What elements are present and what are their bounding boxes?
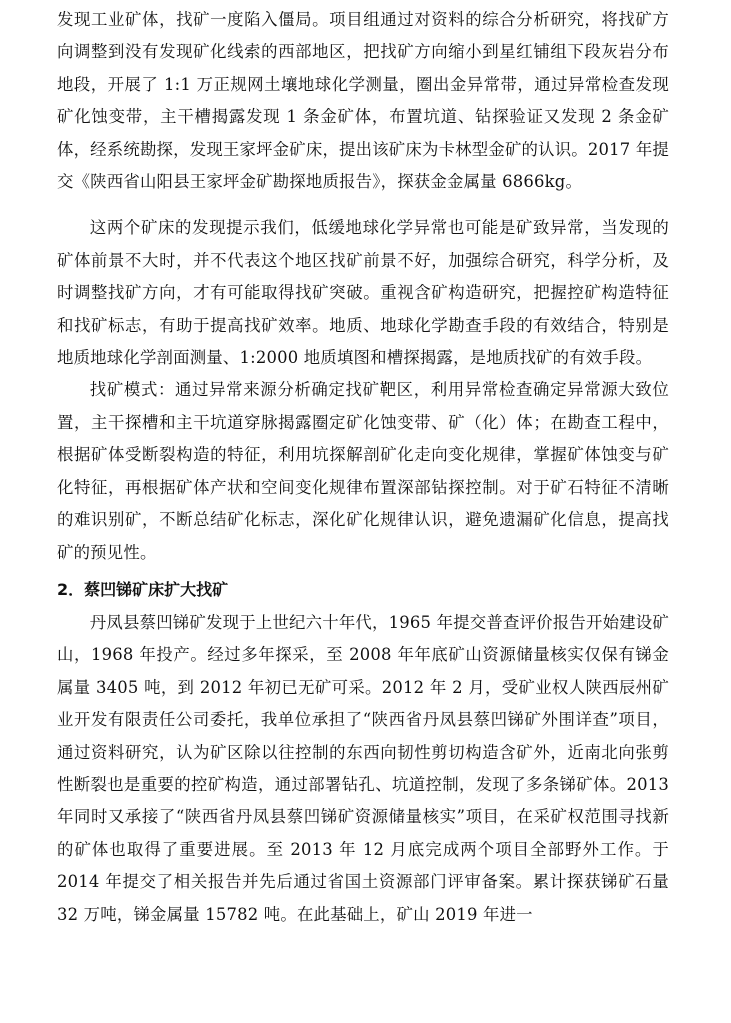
section-heading: 2．蔡凹锑矿床扩大找矿 [57, 579, 229, 599]
paragraph-prospecting-model: 找矿模式：通过异常来源分析确定找矿靶区，利用异常检查确定异常源大致位置，主干探槽和主干坑道穿脉揭露圈定矿化蚀变带、矿（化）体；在勘查工程中，根据矿体受断裂构造的特征，利用坑探解剖矿化走向变化规律，掌握矿体蚀变与矿化特征，再根据矿体产状和空间变化规律布置深部钻探控制。对于矿石特征不清晰的难识别矿，不断总结矿化标志，深化矿化规律认识，避免遗漏矿化信息，提高找矿的预见性。 [57, 380, 669, 562]
paragraph-caiao-antimony: 丹凤县蔡凹锑矿发现于上世纪六十年代，1965 年提交普查评价报告开始建设矿山，1968 年投产。经过多年探采，至 2008 年年底矿山资源储量核实仅保有锑金属量 3405 吨，到 2012 年初已无矿可采。2012 年 2 月，受矿业权人陕西辰州矿业开发有限责任公司委托，我单位承担了“陕西省丹凤县蔡凹锑矿外围详查”项目，通过资料研究，认为矿区除以往控制的东西向韧性剪切构造含矿外，近南北向张剪性断裂也是重要的控矿构造，通过部署钻孔、坑道控制，发现了多条锑矿体。2013 年同时又承接了“陕西省丹凤县蔡凹锑矿资源储量核实”项目，在采矿权范围寻找新的矿体也取得了重要进展。至 2013 年 12 月底完成两个项目全部野外工作。于 2014 年提交了相关报告并先后通过省国土资源部门评审备案。累计探获锑矿石量 32 万吨，锑金属量 15782 吨。在此基础上，矿山 2019 年进一 [57, 612, 669, 924]
document-page [57, 4, 669, 931]
paragraph-discovery-lessons: 这两个矿床的发现提示我们，低缓地球化学异常也可能是矿致异常，当发现的矿体前景不大时，并不代表这个地区找矿前景不好，加强综合研究，科学分析，及时调整找矿方向，才有可能取得找矿突破。重视含矿构造研究，把握控矿构造特征和找矿标志，有助于提高找矿效率。地质、地球化学勘查手段的有效结合，特别是地质地球化学剖面测量、1:2000 地质填图和槽探揭露，是地质找矿的有效手段。 [57, 218, 669, 368]
paragraph-continuation: 发现工业矿体，找矿一度陷入僵局。项目组通过对资料的综合分析研究，将找矿方向调整到没有发现矿化线索的西部地区，把找矿方向缩小到星红铺组下段灰岩分布地段，开展了 1:1 万正规网土壤地球化学测量，圈出金异常带，通过异常检查发现矿化蚀变带，主干槽揭露发现 1 条金矿体，布置坑道、钻探验证又发现 2 条金矿体，经系统勘探，发现王家坪金矿床，提出该矿床为卡林型金矿的认识。2017 年提交《陕西省山阳县王家坪金矿勘探地质报告》，探获金金属量 6866kg。 [57, 10, 670, 192]
